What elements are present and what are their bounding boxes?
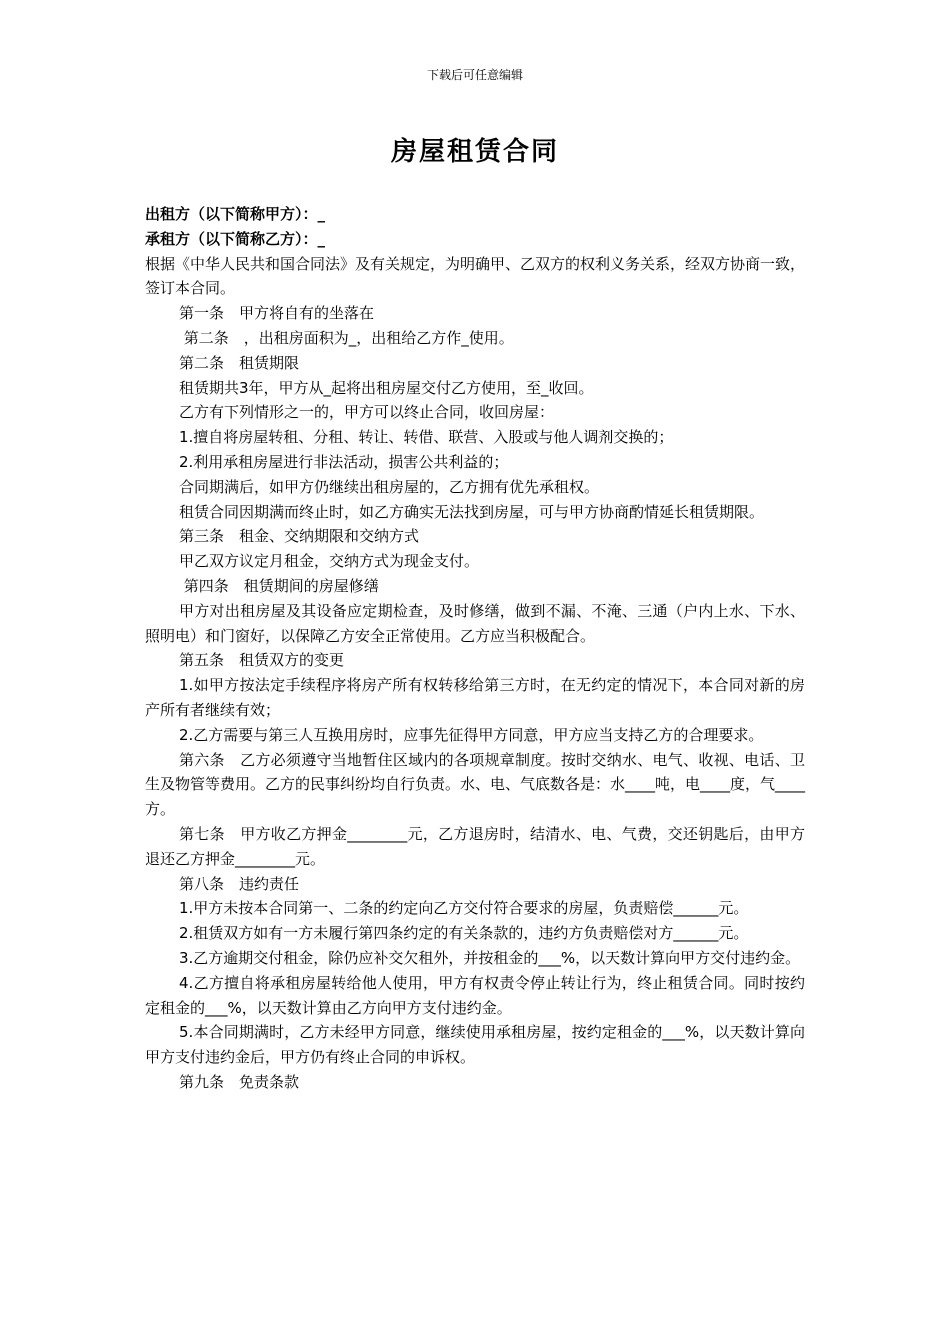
contract-paragraph: 第一条 甲方将自有的坐落在 xyxy=(179,304,375,323)
contract-paragraph: 第八条 违约责任 xyxy=(179,874,300,893)
contract-paragraph: 甲乙双方议定月租金，交纳方式为现金支付。 xyxy=(179,552,480,571)
contract-paragraph: 5.本合同期满时，乙方未经甲方同意，继续使用承租房屋，按约定租金的___%，以天数计算向甲方支付违约金后，甲方仍有终止合同的申诉权。 xyxy=(145,1023,805,1067)
contract-paragraph: 第二条 租赁期限 xyxy=(179,353,300,372)
contract-paragraph: 甲方对出租房屋及其设备应定期检查，及时修缮，做到不漏、不淹、三通（户内上水、下水、照明电）和门窗好，以保障乙方安全正常使用。乙方应当积极配合。 xyxy=(145,601,805,645)
contract-paragraph: 乙方有下列情形之一的，甲方可以终止合同，收回房屋： xyxy=(179,403,555,422)
contract-paragraph: 第七条 甲方收乙方押金________元，乙方退房时，结清水、电、气费，交还钥匙后，由甲方退还乙方押金________元。 xyxy=(145,824,805,868)
contract-paragraph: 第二条 ，出租房面积为_，出租给乙方作_使用。 xyxy=(179,328,514,347)
page-header-note: 下载后可任意编辑 xyxy=(426,68,523,82)
contract-paragraph: 根据《中华人民共和国合同法》及有关规定，为明确甲、乙双方的权利义务关系，经双方协商一致，签订本合同。 xyxy=(145,254,806,298)
contract-paragraph: 租赁期共3年，甲方从_起将出租房屋交付乙方使用，至_收回。 xyxy=(179,378,594,397)
contract-paragraph: 1.甲方未按本合同第一、二条的约定向乙方交付符合要求的房屋，负责赔偿______元。 xyxy=(179,899,749,918)
contract-paragraph: 承租方（以下简称乙方）：_ xyxy=(145,229,326,248)
contract-paragraph: 2.租赁双方如有一方未履行第四条约定的有关条款的，违约方负责赔偿对方______元。 xyxy=(179,924,749,943)
document-body xyxy=(145,202,805,1095)
contract-paragraph: 3.乙方逾期交付租金，除仍应补交欠租外，并按租金的___%，以天数计算向甲方交付违约金。 xyxy=(179,948,801,967)
contract-paragraph: 2.乙方需要与第三人互换用房时，应事先征得甲方同意，甲方应当支持乙方的合理要求。 xyxy=(179,725,764,744)
contract-paragraph: 第五条 租赁双方的变更 xyxy=(179,651,345,670)
contract-paragraph: 1.如甲方按法定手续程序将房产所有权转移给第三方时，在无约定的情况下，本合同对新的房产所有者继续有效； xyxy=(145,676,805,719)
contract-paragraph: 2.利用承租房屋进行非法活动，损害公共利益的； xyxy=(179,452,509,471)
contract-paragraph: 租赁合同因期满而终止时，如乙方确实无法找到房屋，可与甲方协商酌情延长租赁期限。 xyxy=(179,502,765,521)
contract-paragraph: 第九条 免责条款 xyxy=(179,1072,300,1091)
contract-paragraph: 出租方（以下简称甲方）：_ xyxy=(145,205,326,223)
contract-paragraph: 1.擅自将房屋转租、分租、转让、转借、联营、入股或与他人调剂交换的； xyxy=(179,428,674,447)
contract-paragraph: 第六条 乙方必须遵守当地暂住区域内的各项规章制度。按时交纳水、电气、收视、电话、卫生及物管等费用。乙方的民事纠纷均自行负责。水、电、气底数各是：水____吨，电____度，气____方。 xyxy=(145,750,806,819)
contract-paragraph: 第三条 租金、交纳期限和交纳方式 xyxy=(179,527,420,546)
document-title: 房屋租赁合同 xyxy=(390,137,559,167)
contract-paragraph: 第四条 租赁期间的房屋修缮 xyxy=(179,576,379,595)
contract-paragraph: 4.乙方擅自将承租房屋转给他人使用，甲方有权责令停止转让行为，终止租赁合同。同时按约定租金的___%，以天数计算由乙方向甲方支付违约金。 xyxy=(145,973,805,1017)
contract-paragraph: 合同期满后，如甲方仍继续出租房屋的，乙方拥有优先承租权。 xyxy=(179,477,600,496)
